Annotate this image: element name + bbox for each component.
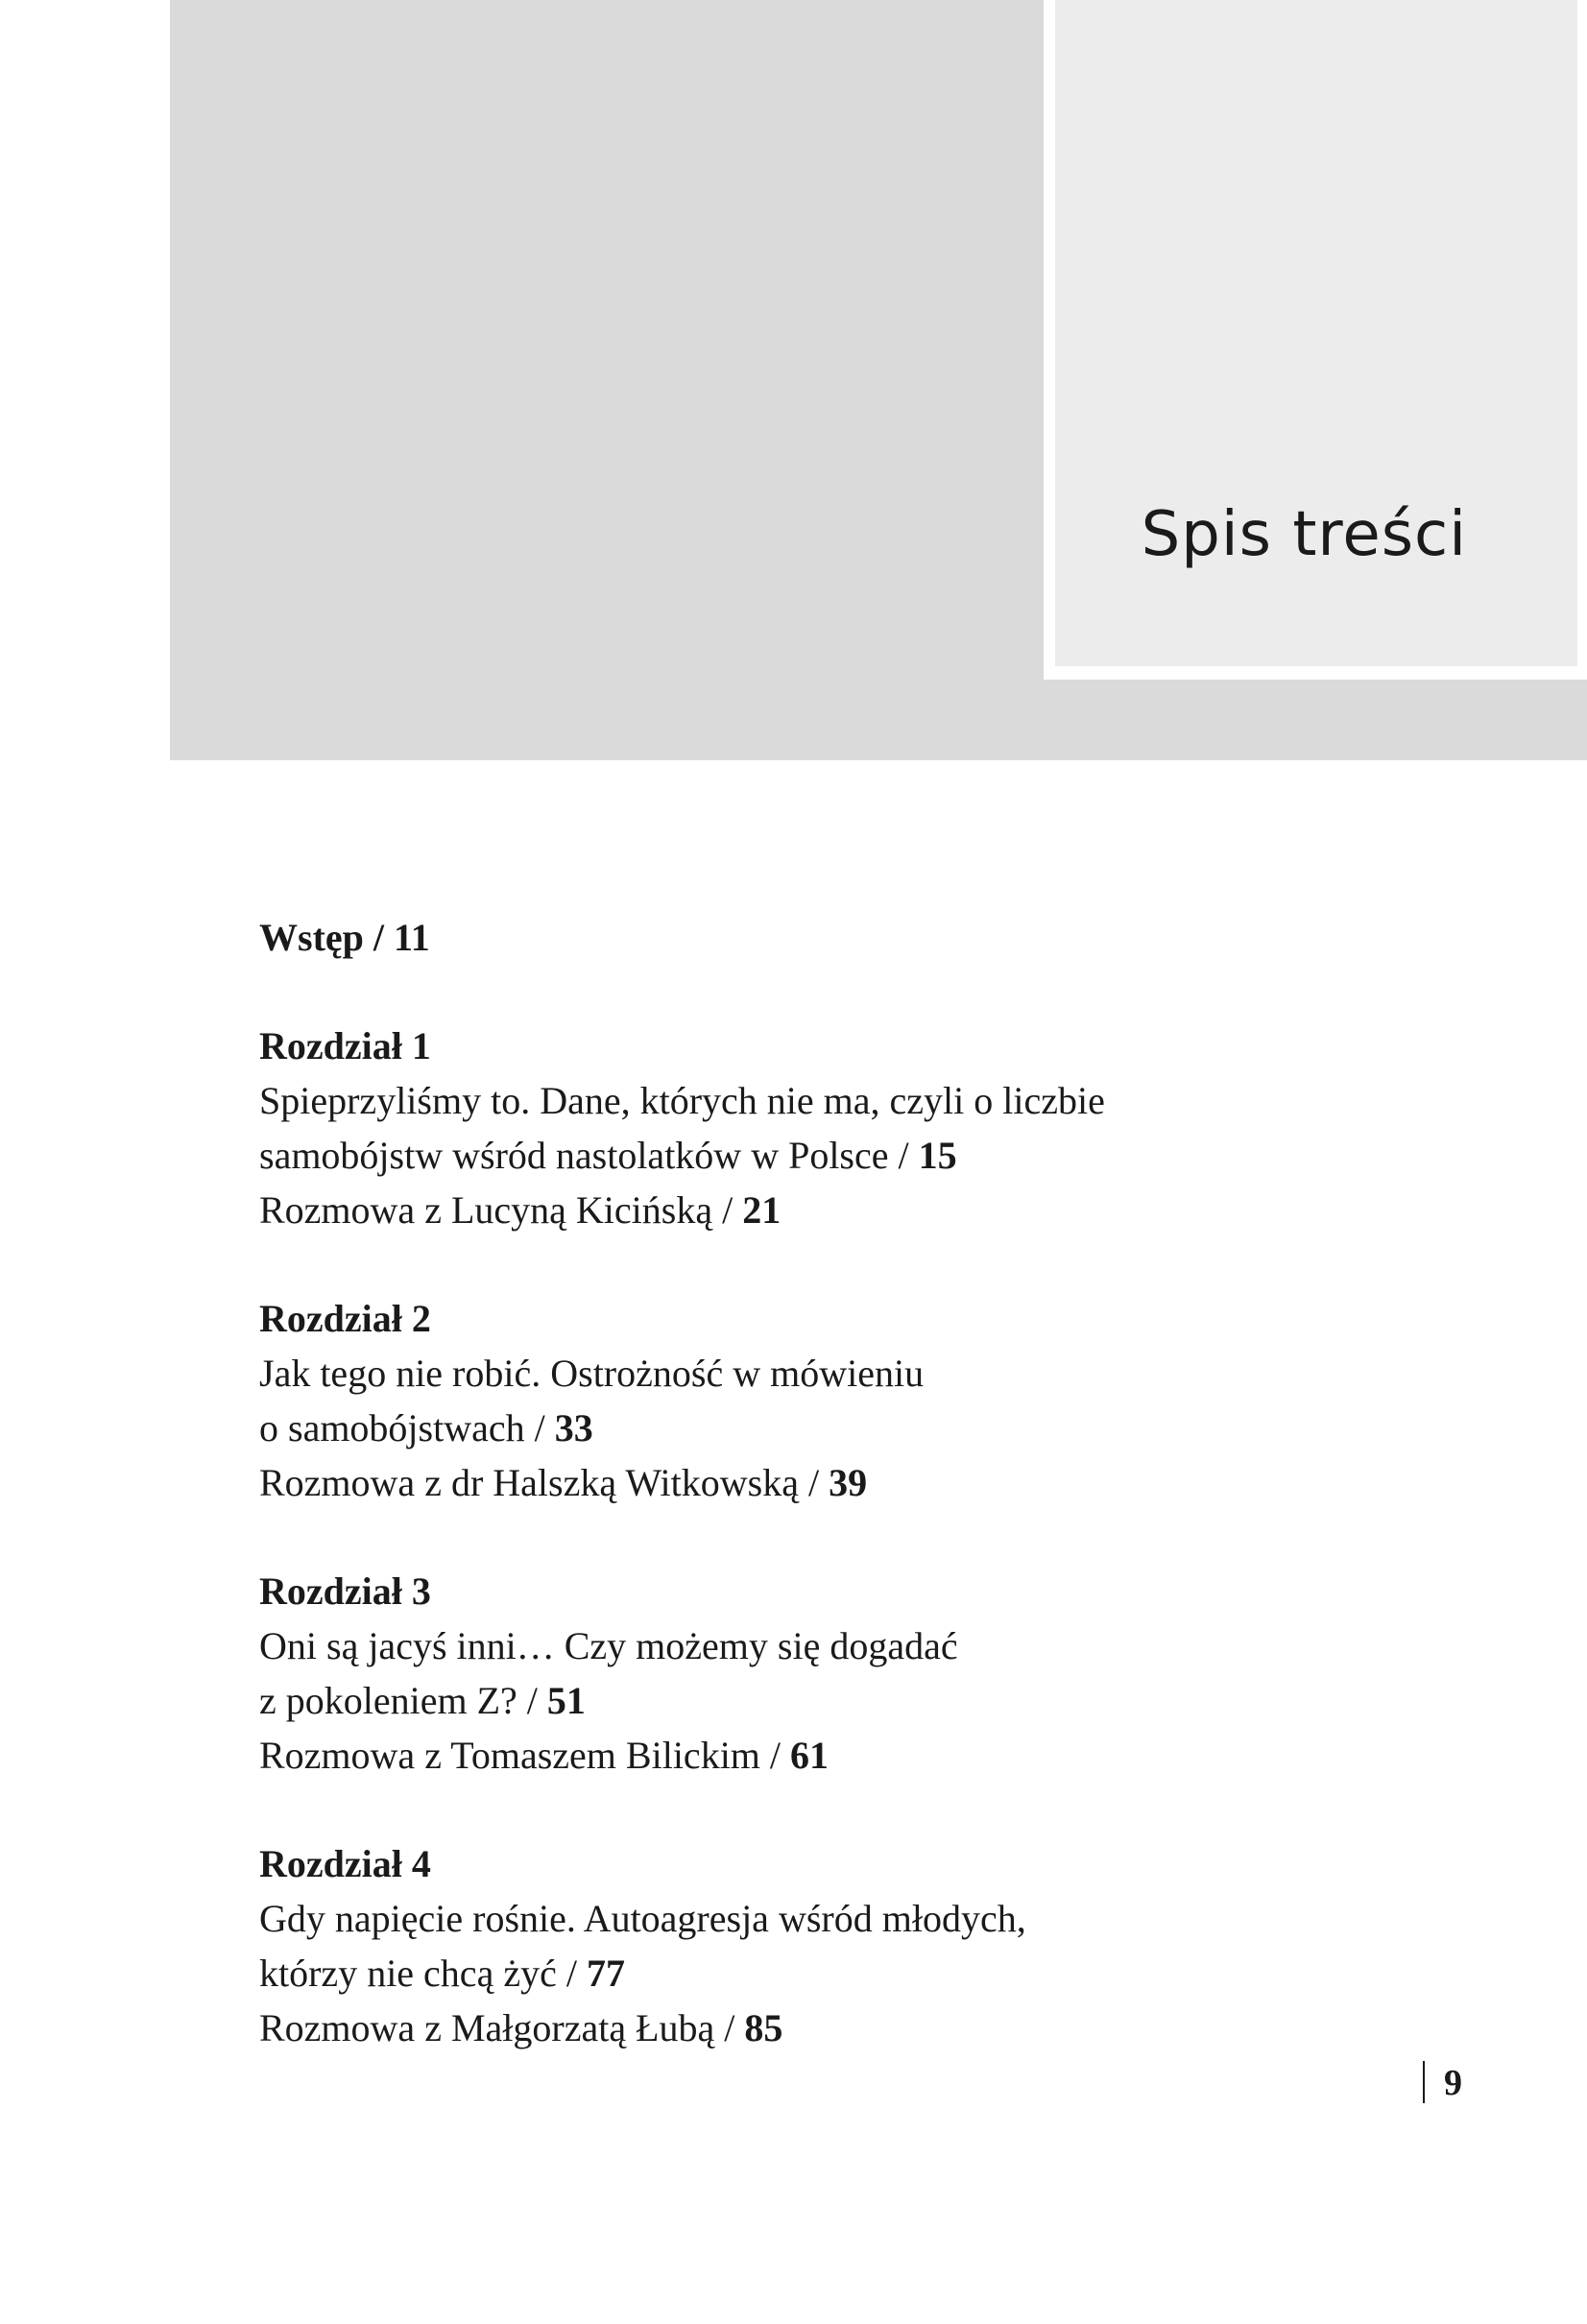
chapter-title-page: 77 (586, 1952, 625, 1995)
toc-chapter-1 (259, 1018, 1315, 1237)
chapter-title-line-last[interactable]: którzy nie chcą żyć / 77 (259, 1952, 625, 1995)
interview-page: 39 (829, 1461, 868, 1504)
interview-entry[interactable]: Rozmowa z dr Halszką Witkowską / 39 (259, 1461, 868, 1504)
toc-intro-page: 11 (394, 916, 430, 959)
page-folio (1423, 2062, 1462, 2107)
chapter-heading: Rozdział 2 (259, 1297, 431, 1340)
chapter-title-line[interactable]: Oni są jacyś inni… Czy możemy się dogadać (259, 1624, 958, 1667)
interview-title: Rozmowa z Tomaszem Bilickim (259, 1734, 760, 1777)
interview-title: Rozmowa z Małgorzatą Łubą (259, 2006, 715, 2049)
toc-intro-entry[interactable] (259, 910, 1315, 965)
page-number: 9 (1444, 2063, 1462, 2103)
chapter-title-page: 51 (546, 1679, 586, 1722)
header-band (170, 0, 1587, 760)
chapter-heading: Rozdział 1 (259, 1024, 431, 1067)
chapter-title-page: 15 (918, 1134, 957, 1177)
chapter-title-text: którzy nie chcą żyć (259, 1952, 557, 1995)
interview-page: 85 (744, 2006, 783, 2049)
interview-entry[interactable]: Rozmowa z Małgorzatą Łubą / 85 (259, 2006, 783, 2049)
table-of-contents (259, 910, 1315, 2109)
chapter-title-page: 33 (554, 1406, 593, 1450)
interview-title: Rozmowa z Lucyną Kicińską (259, 1188, 713, 1232)
toc-separator: / (363, 916, 395, 959)
toc-intro (259, 910, 1315, 965)
title-frame (1044, 0, 1587, 680)
toc-chapter-3 (259, 1564, 1315, 1783)
interview-page: 61 (790, 1734, 830, 1777)
interview-entry[interactable]: Rozmowa z Tomaszem Bilickim / 61 (259, 1734, 830, 1777)
toc-chapter-2 (259, 1291, 1315, 1510)
chapter-title-line-last[interactable]: z pokoleniem Z? / 51 (259, 1679, 586, 1722)
folio-divider (1423, 2061, 1425, 2103)
toc-chapter-4 (259, 1836, 1315, 2055)
toc-intro-label: Wstęp (259, 916, 364, 959)
interview-title: Rozmowa z dr Halszką Witkowską (259, 1461, 799, 1504)
chapter-title-line[interactable]: Jak tego nie robić. Ostrożność w mówieniu (259, 1352, 925, 1395)
interview-page: 21 (742, 1188, 781, 1232)
chapter-title-line[interactable]: Gdy napięcie rośnie. Autoagresja wśród młodych, (259, 1897, 1026, 1940)
interview-entry[interactable]: Rozmowa z Lucyną Kicińską / 21 (259, 1188, 781, 1232)
chapter-title-text: samobójstw wśród nastolatków w Polsce (259, 1134, 889, 1177)
chapter-heading: Rozdział 4 (259, 1842, 431, 1885)
page-title: Spis treści (1141, 499, 1467, 570)
chapter-title-line-last[interactable]: samobójstw wśród nastolatków w Polsce / 15 (259, 1134, 957, 1177)
chapter-title-text: z pokoleniem Z? (259, 1679, 517, 1722)
chapter-title-line-last[interactable]: o samobójstwach / 33 (259, 1406, 593, 1450)
chapter-title-text: o samobójstwach (259, 1406, 525, 1450)
title-box (1055, 0, 1577, 666)
chapter-heading: Rozdział 3 (259, 1569, 431, 1613)
chapter-title-line[interactable]: Spieprzyliśmy to. Dane, których nie ma, czyli o liczbie (259, 1079, 1105, 1122)
